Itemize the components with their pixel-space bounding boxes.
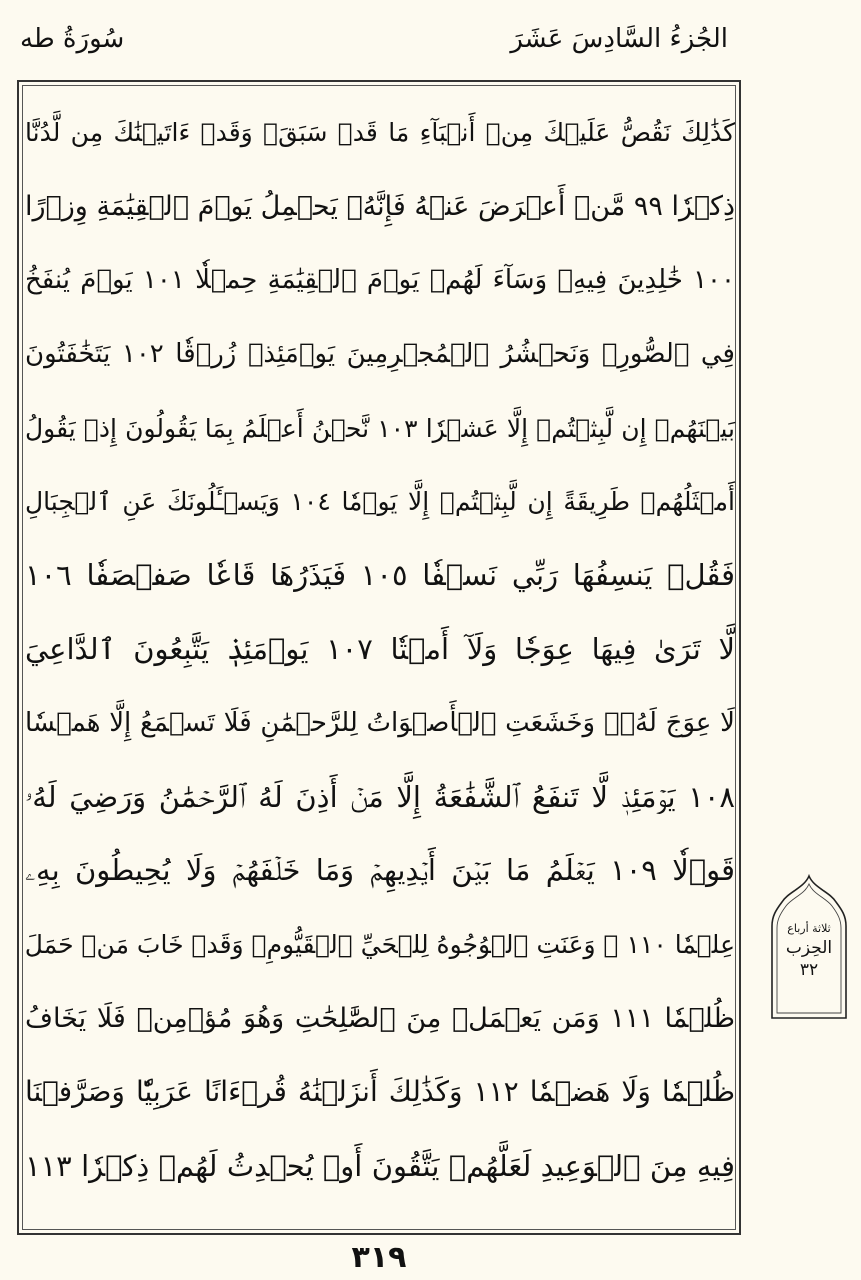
text-line: لَّا تَرَىٰ فِيهَا عِوَجٗا وَلَآ أَمۡتٗا ١٠٧ يَوۡمَئِذٖ يَتَّبِعُونَ ٱلدَّاعِيَ	[25, 631, 735, 666]
text-line: ذِكۡرٗا ٩٩ مَّنۡ أَعۡرَضَ عَنۡهُ فَإِنَّهُۥ يَحۡمِلُ يَوۡمَ ٱلۡقِيَٰمَةِ وِزۡرًا	[25, 191, 735, 223]
surah-title: سُورَةُ طه	[20, 24, 125, 54]
text-line: عِلۡمٗا ١١٠ ۞ وَعَنَتِ ٱلۡوُجُوهُ لِلۡحَيِّ ٱلۡقَيُّومِۖ وَقَدۡ خَابَ مَنۡ حَمَلَ	[24, 930, 735, 960]
text-line: كَذَٰلِكَ نَقُصُّ عَلَيۡكَ مِنۡ أَنۢبَآءِ مَا قَدۡ سَبَقَۚ وَقَدۡ ءَاتَيۡنَٰكَ مِن لَّدُنَّا	[25, 118, 735, 148]
text-line: ظُلۡمٗا وَلَا هَضۡمٗا ١١٢ وَكَذَٰلِكَ أَنزَلۡنَٰهُ قُرۡءَانًا عَرَبِيّٗا وَصَرَّفۡنَا	[25, 1075, 735, 1109]
text-line: ١٠٠ خَٰلِدِينَ فِيهِۖ وَسَآءَ لَهُمۡ يَوۡمَ ٱلۡقِيَٰمَةِ حِمۡلٗا ١٠١ يَوۡمَ يُنفَخُ	[25, 265, 735, 296]
text-line: أَمۡثَلُهُمۡ طَرِيقَةً إِن لَّبِثۡتُمۡ إِلَّا يَوۡمٗا ١٠٤ وَيَسۡـَٔلُونَكَ عَنِ ٱلۡجِبَالِ	[25, 487, 735, 517]
quran-text	[25, 96, 735, 1203]
page-header	[0, 18, 861, 68]
hizb-marker	[768, 870, 850, 1022]
page-number: ٣١٩	[351, 1240, 407, 1275]
text-line: فَقُلۡ يَنسِفُهَا رَبِّي نَسۡفٗا ١٠٥ فَيَذَرُهَا قَاعٗا صَفۡصَفٗا ١٠٦	[25, 558, 735, 593]
text-line: ظُلۡمٗا ١١١ وَمَن يَعۡمَلۡ مِنَ ٱلصَّٰلِحَٰتِ وَهُوَ مُؤۡمِنٞ فَلَا يَخَافُ	[25, 1002, 735, 1034]
text-line: لَا عِوَجَ لَهُۥۖ وَخَشَعَتِ ٱلۡأَصۡوَاتُ لِلرَّحۡمَٰنِ فَلَا تَسۡمَعُ إِلَّا هَمۡسٗا	[25, 708, 735, 739]
text-line: فِيهِ مِنَ ٱلۡوَعِيدِ لَعَلَّهُمۡ يَتَّقُونَ أَوۡ يُحۡدِثُ لَهُمۡ ذِكۡرٗا ١١٣	[25, 1148, 735, 1183]
text-line: قَوۡلٗا ١٠٩ يَعۡلَمُ مَا بَيۡنَ أَيۡدِيهِمۡ وَمَا خَلۡفَهُمۡ وَلَا يُحِيطُونَ بِهِۦ	[25, 853, 735, 888]
text-line: بَيۡنَهُمۡ إِن لَّبِثۡتُمۡ إِلَّا عَشۡرٗا ١٠٣ نَّحۡنُ أَعۡلَمُ بِمَا يَقُولُونَ إِذۡ يَقُولُ	[25, 413, 736, 443]
text-line: ١٠٨ يَوۡمَئِذٖ لَّا تَنفَعُ ٱلشَّفَٰعَةُ إِلَّا مَنۡ أَذِنَ لَهُ ٱلرَّحۡمَٰنُ وَرَضِيَ لَهُۥ	[25, 779, 735, 814]
hizb-number: ٣٢	[799, 960, 819, 980]
hizb-quarter: ثلاثة أرباع	[787, 922, 831, 935]
juz-title: الجُزءُ السَّادِسَ عَشَرَ	[510, 24, 728, 54]
hizb-label: الحِزب	[785, 938, 833, 958]
text-line: فِي ٱلصُّورِۚ وَنَحۡشُرُ ٱلۡمُجۡرِمِينَ يَوۡمَئِذٖ زُرۡقٗا ١٠٢ يَتَخَٰفَتُونَ	[25, 339, 735, 370]
